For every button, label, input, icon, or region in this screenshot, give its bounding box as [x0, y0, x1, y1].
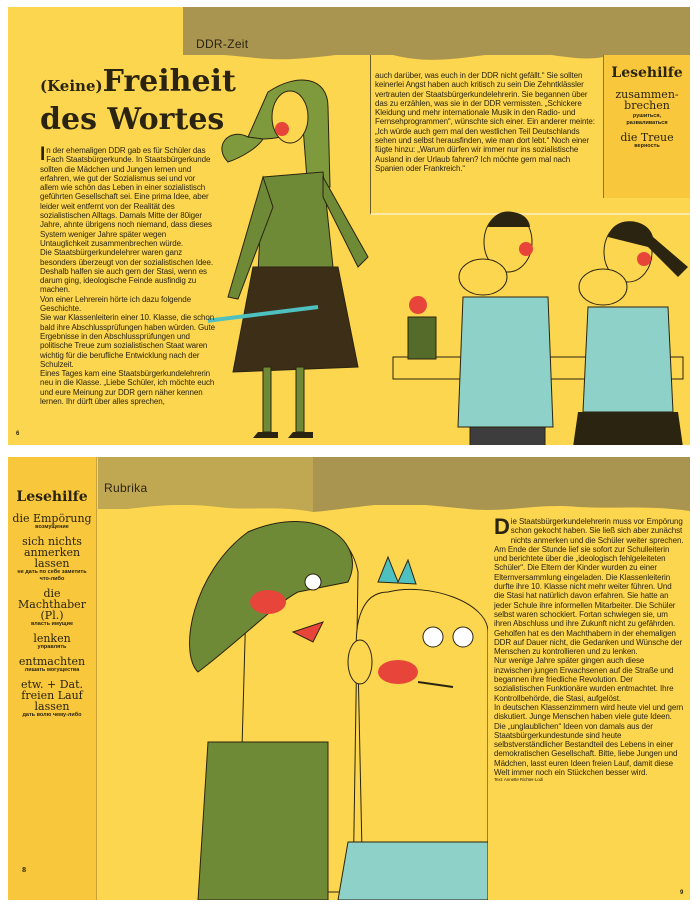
vocab-term: etw. + Dat. freien Lauf lassen [20, 678, 84, 713]
teacher-face [190, 522, 358, 900]
page-number-left: 8 [22, 867, 27, 874]
paragraph: Eines Tages kam eine Staatsbürgerkundelehrerin neu in die Klasse. „Liebe Schüler, ich möchte euch und eure Meinung zur DDR gern näher kennen lernen. Ihr dürft über alles sprechen, [40, 369, 215, 407]
section-label: DDR-Zeit [196, 37, 249, 51]
lesehilfe-title: Lesehilfe [611, 65, 683, 81]
official-face [338, 557, 488, 900]
vocab-translation: возмущение [35, 524, 69, 530]
paragraph: n der ehemaligen DDR gab es für Schüler das Fach Staatsbürgerkunde. In Staatsbürgerkunde sollten die Mädchen und Jungen lernen und erfahren, wie gut der Sozialismus sei und vor allem wie schön das Leben in einer sozialistisch geführten Gesellschaft sei. Eine prima Idee, aber leider weit entfernt von der Realität des sozialistischen Alltags. Damals Mitte der 80iger Jahre, ahnte übrigens noch niemand, dass dieses System weniger Jahre später wegen Untauglichkeit zusammenbrechen würde. [40, 146, 212, 248]
section-label: Rubrika [104, 481, 148, 495]
paragraph: Sie war Klassenleiterin einer 10. Klasse, die schon bald ihre Abschlussprüfungen haben würden. Gute Ergebnisse in den Abschlussprüfungen und politische Treue zum sozialistischen Staat waren wichtig für die berufliche Entwicklung nach der Schulzeit. [40, 313, 215, 369]
paragraph: Die Staatsbürgerkundelehrer waren ganz besonders überzeugt von der sozialistischen Idee. Deshalb halfen sie auch gern der Stasi, wenn es darum ging, ideologische Feinde ausfindig zu machen. [40, 248, 213, 295]
page-number-right: 9 [680, 890, 684, 896]
drop-cap: D [494, 514, 510, 539]
author-credit: Text: Annette Richter-Lodi [494, 777, 543, 783]
lesehilfe-title: Lesehilfe [16, 489, 88, 505]
vocab-translation: верность [634, 143, 660, 149]
vocab-translation: управлять [37, 644, 67, 650]
drop-cap: I [40, 144, 46, 165]
vocab-translation: лишать могущества [24, 667, 80, 673]
title-line-1: Freiheit [102, 64, 236, 99]
vocab-term: entmachten [18, 655, 86, 668]
title-prefix: (Keine) [40, 77, 103, 95]
vocab-term: sich nichts anmerken lassen [22, 535, 82, 570]
paragraph: Nur wenige Jahre später gingen auch diese inzwischen jungen Erwachsenen auf die Straße und begannen ihre friedliche Revolution. Der sozialistischen Funktionäre wurden entmachtet. Ihre Kontrollbehörde, die Stasi, aufgelöst. [494, 656, 674, 703]
title-line-2: des Wortes [40, 102, 225, 137]
article-column-3 [494, 514, 684, 783]
vocab-term: zusammen-brechen [615, 88, 679, 112]
book [408, 317, 436, 359]
lesehilfe-box [8, 457, 97, 900]
vocab-term: die Empörung [12, 512, 92, 525]
paragraph: Von einer Lehrerein hörte ich dazu folgende Geschichte. [40, 294, 191, 314]
apple [409, 296, 427, 314]
page-title [40, 65, 236, 137]
magazine-page-2 [8, 457, 690, 900]
vocab-translation: власть имущие [30, 621, 74, 627]
lesehilfe-box [603, 55, 690, 198]
magazine-page-1 [8, 7, 690, 445]
paragraph: In deutschen Klassenzimmern wird heute viel und gern diskutiert. Junge Menschen haben viele gute Ideen. Die „unglaublichen“ Ideen von damals aus der Staatsbürgerkundestunde sind heute selbstverständlicher Bestandteil des Lebens in einer demokratischen Gesellschaft. Bitte, liebe Jungen und Mädchen, lasst euren Ideen freien Lauf, damit diese Welt immer noch ein Stückchen besser wird. [494, 702, 684, 778]
vocab-translation: дать волю чему-либо [22, 712, 82, 718]
page-number: 6 [16, 431, 20, 437]
vocab-term: die Treue [620, 131, 674, 144]
teacher-and-official-illustration [98, 512, 488, 900]
article-column-2: auch darüber, was euch in der DDR nicht gefällt.“ Sie sollten keinerlei Angst haben auch kritisch zu sein Die Zehntklässler vertrauten der Staatsbürgerkundelehrerin. Sie begannen über das zu erzählen, was sie in der DDR vermissten. „Schickere Kleidung und mehr internationale Musik in den Radio- und Fernsehprogrammen“, wünschte sich einer. Ein anderer meinte: „Ich würde auch gern mal den westlichen Teil Deutschlands sehen und selbst herausfinden, wie man dort lebt.“ Noch einer fügte hinzu: „Warum dürfen wir immer nur ins sozialistische Ausland in der Urlaub fahren? Ich möchte gern mal nach Spanien oder Frankreich.“ [375, 71, 595, 173]
article-column-1 [40, 146, 215, 406]
paragraph: Geholfen hat es den Machthabern in der ehemaligen DDR auf Dauer nicht, die Gedanken und Wünsche der Menschen zu kontrollieren und zu lenken. [494, 628, 683, 657]
paragraph: ie Staatsbürgerkundelehrerin muss vor Empörung schon gekocht haben. Sie ließ sich aber zunächst nichts anmerken und die Schüler weiter sprechen. Am Ende der Stunde lief sie sofort zur Schulleiterin und berichtete über die „ideologisch fehlgeleiteten Schüler“. Die Eltern der Kinder wurden zu einer Elternversammlung eingeladen. Die Klassenleiterin durfte ihre 10. Klasse nicht mehr weiter führen. Und die Stasi hat natürlich davon erfahren. Sie hatte an jeder Schule ihre informellen Mitarbeiter. Die Schüler selbst waren schockiert. Fortan schwiegen sie, um ihren Abschluss und ihre Zukunft nicht zu gefährden. [494, 517, 684, 629]
vocab-term: lenken [33, 632, 71, 645]
vocab-translation: не дать по себе заметить что-либо [17, 569, 87, 582]
vocab-term: die Machthaber (Pl.) [18, 587, 86, 622]
student-boy [458, 212, 553, 445]
vocab-translation: рушиться, разваливаться [626, 113, 668, 126]
student-girl [573, 221, 688, 445]
